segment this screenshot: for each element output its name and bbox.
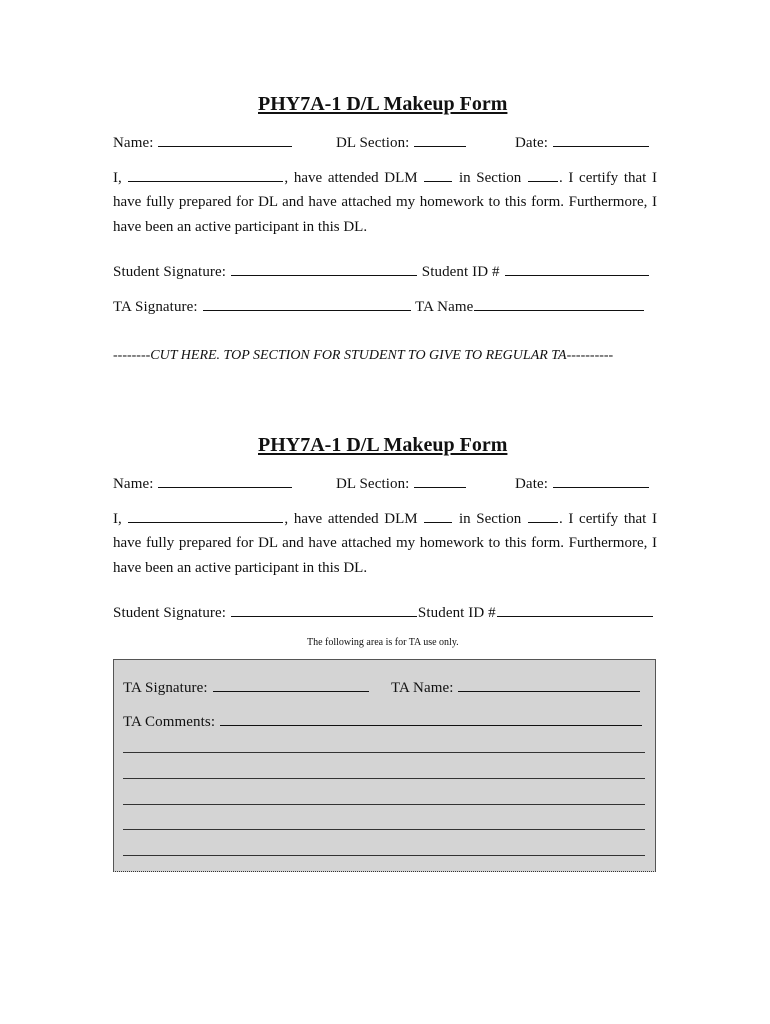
- name-field[interactable]: [158, 474, 292, 488]
- ta-use-note: The following area is for TA use only.: [307, 637, 459, 648]
- ta-signature-field[interactable]: [203, 297, 411, 311]
- student-id-label: Student ID #: [421, 264, 500, 280]
- top-cert-line2: have fully prepared for DL and have attached my homework to this form. Furthermore, I: [113, 194, 657, 210]
- dlm-number-field[interactable]: [424, 168, 452, 182]
- ta-comments-label: TA Comments:: [123, 714, 216, 730]
- ta-use-box: [113, 659, 656, 872]
- ta-comments-line[interactable]: [123, 804, 645, 805]
- top-ta-sig-row: [113, 297, 645, 316]
- top-cert-line3: have been an active participant in this DL.: [113, 219, 368, 235]
- dl-section-field[interactable]: [414, 133, 466, 147]
- student-id-label: Student ID #: [417, 605, 496, 621]
- ta-name-label: TA Name: [415, 299, 474, 315]
- student-signature-field[interactable]: [231, 603, 417, 617]
- date-label: Date:: [515, 135, 548, 151]
- student-id-field[interactable]: [505, 262, 649, 276]
- bottom-cert-line1: I, , have attended DLM in Section . I certify that I: [113, 511, 658, 527]
- top-student-sig-row: [113, 262, 650, 281]
- top-section-row: [336, 133, 467, 152]
- ta-comments-line[interactable]: [123, 752, 645, 753]
- cert-section-field[interactable]: [528, 509, 558, 523]
- bottom-form-title: PHY7A-1 D/L Makeup Form: [258, 434, 508, 456]
- top-cert-line1: I, , have attended DLM in Section . I certify that I: [113, 170, 658, 186]
- student-id-field[interactable]: [497, 603, 653, 617]
- cert-section-field[interactable]: [528, 168, 558, 182]
- name-label: Name:: [113, 135, 154, 151]
- bottom-cert-line2: have fully prepared for DL and have attached my homework to this form. Furthermore, I: [113, 535, 657, 551]
- top-form-title: PHY7A-1 D/L Makeup Form: [258, 93, 508, 115]
- ta-name-field[interactable]: [474, 297, 644, 311]
- bottom-date-row: [515, 474, 650, 493]
- bottom-cert-line3: have been an active participant in this DL.: [113, 560, 368, 576]
- date-label: Date:: [515, 476, 548, 492]
- top-date-row: [515, 133, 650, 152]
- ta-comments-line[interactable]: [123, 778, 645, 779]
- bottom-student-sig-row: [113, 603, 654, 622]
- ta-comments-line[interactable]: [123, 829, 645, 830]
- ta-signature-label: TA Signature:: [123, 680, 208, 696]
- cut-here-line: --------CUT HERE. TOP SECTION FOR STUDENT TO GIVE TO REGULAR TA----------: [113, 348, 614, 363]
- ta-name-field[interactable]: [458, 678, 640, 692]
- name-label: Name:: [113, 476, 154, 492]
- ta-signature-field[interactable]: [213, 678, 369, 692]
- ta-signature-label: TA Signature:: [113, 299, 198, 315]
- ta-comments-line[interactable]: [123, 855, 645, 856]
- bottom-name-row: [113, 474, 293, 493]
- dl-section-label: DL Section:: [336, 476, 410, 492]
- date-field[interactable]: [553, 474, 649, 488]
- name-field[interactable]: [158, 133, 292, 147]
- ta-name-label: TA Name:: [391, 680, 454, 696]
- dl-section-label: DL Section:: [336, 135, 410, 151]
- dlm-number-field[interactable]: [424, 509, 452, 523]
- top-name-row: [113, 133, 293, 152]
- cert-name-field[interactable]: [128, 168, 283, 182]
- dl-section-field[interactable]: [414, 474, 466, 488]
- student-signature-label: Student Signature:: [113, 264, 227, 280]
- student-signature-field[interactable]: [231, 262, 417, 276]
- ta-sig-row: [123, 678, 370, 697]
- ta-name-row: [391, 678, 641, 697]
- ta-comments-row: [123, 712, 643, 731]
- student-signature-label: Student Signature:: [113, 605, 227, 621]
- bottom-section-row: [336, 474, 467, 493]
- date-field[interactable]: [553, 133, 649, 147]
- ta-comments-field[interactable]: [220, 712, 642, 726]
- cert-name-field[interactable]: [128, 509, 283, 523]
